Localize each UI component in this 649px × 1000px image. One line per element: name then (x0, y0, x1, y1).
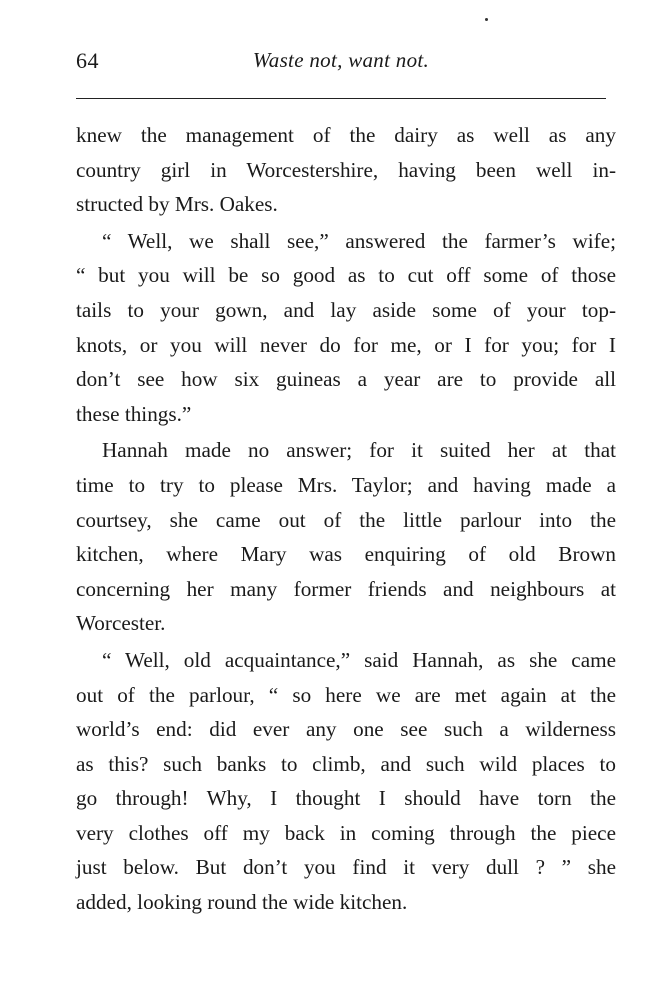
running-title: Waste not, want not. (252, 48, 430, 72)
text-line: added, looking round the wide kitchen. (76, 890, 408, 915)
body-text (76, 118, 616, 920)
text-line: don’t see how six guineas a year are to provide all (76, 367, 616, 392)
page-number: 64 (76, 48, 99, 73)
paragraph (76, 118, 616, 222)
text-line: knew the management of the dairy as well as any (76, 123, 616, 147)
text-line: just below. But don’t you find it very dull ? ” she (76, 855, 616, 880)
text-line: courtsey, she came out of the little parlour into the (76, 507, 616, 532)
text-line: tails to your gown, and lay aside some of your top- (76, 297, 616, 322)
header-rule (76, 98, 606, 99)
paragraph (76, 643, 616, 920)
text-line: “ but you will be so good as to cut off some of those (76, 263, 616, 288)
text-line: Worcester. (76, 611, 166, 636)
text-line: very clothes off my back in coming through the piece (76, 820, 616, 845)
text-line: as this? such banks to climb, and such wild places to (76, 751, 616, 776)
text-line: concerning her many former friends and neighbours at (76, 576, 616, 601)
text-line: out of the parlour, “ so here we are met again at the (76, 682, 616, 707)
text-line: “ Well, we shall see,” answered the farmer’s wife; (102, 228, 616, 253)
text-line: kitchen, where Mary was enquiring of old Brown (76, 542, 616, 567)
paragraph (76, 433, 616, 641)
text-line: go through! Why, I thought I should have torn the (76, 786, 616, 811)
text-line: time to try to please Mrs. Taylor; and having made a (76, 472, 616, 497)
text-line: “ Well, old acquaintance,” said Hannah, as she came (102, 647, 616, 672)
text-line: structed by Mrs. Oakes. (76, 192, 278, 217)
text-line: country girl in Worcestershire, having been well in- (76, 157, 616, 182)
text-line: knots, or you will never do for me, or I for you; for I (76, 332, 616, 357)
text-line: these things.” (76, 401, 192, 426)
text-line: world’s end: did ever any one see such a wilderness (76, 717, 616, 742)
print-speck (485, 18, 488, 21)
page-header (76, 48, 606, 82)
paragraph (76, 224, 616, 432)
text-line: Hannah made no answer; for it suited her at that (102, 438, 616, 463)
